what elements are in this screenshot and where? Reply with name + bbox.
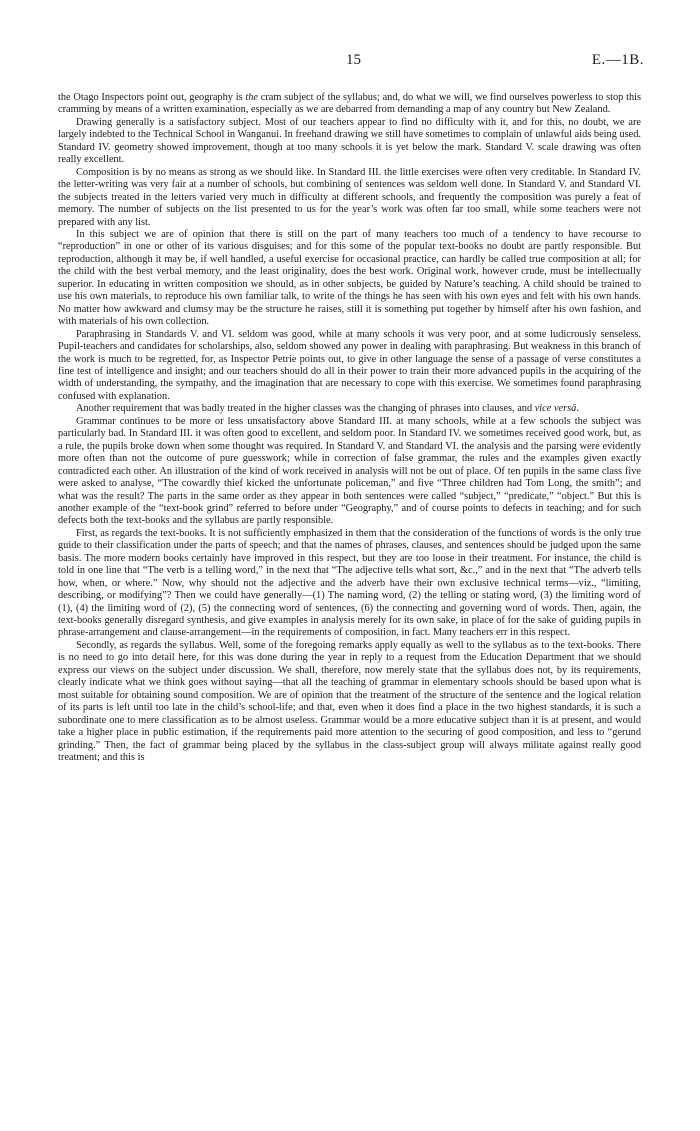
paragraph <box>58 329 641 404</box>
page-number: 15 <box>346 52 361 68</box>
paragraph-text: Another requirement that was badly treated in the higher classes was the changing of phrases into clauses, and <box>76 403 535 415</box>
paragraph-text: . <box>576 403 579 415</box>
paragraph <box>58 167 641 229</box>
paragraph-text: Drawing generally is a satisfactory subject. Most of our teachers appear to find no difficulty with it, and for this, no doubt, we are largely indebted to the Technical School in Wanganui. In freehand drawing we still have sometimes to complain of unlawful aids being used. Standard IV. geometry showed improvement, though at too many schools it is yet below the mark. Standard V. scale drawing was often really excellent. <box>58 116 642 166</box>
paragraph-text: First, as regards the text-books. It is not sufficiently emphasized in them that the consideration of the functions of words is the only true guide to their classification under the parts of speech; and that the names of phrases, clauses, and sentences should be judged upon the same basis. The more modern books certainly have improved in this respect, but they are too loose in their treatment. For instance, the child is told in one line that “The verb is a telling word,” in the next that “The adjective tells what sort, &c.,” and in the next that “The adverb tells how, when, or where.” Now, why should not the adjective and the adverb have their own exclusive technical terms—viz., “limiting, describing, or modifying”? Then we could have generally—(1) The naming word, (2) the telling or stating word, (3) the limiting word of (1), (4) the limiting word of (2), (5) the connecting word of sentences, (6) the connecting and governing word of words. Then, again, the text-books generally disregard synthesis, and give examples in analysis merely for its own sake, in place of for the sake of guiding pupils in phrase-arrangement and clause-arrangement—in the requirements of composition, in fact. Many teachers err in this respect. <box>58 527 641 639</box>
paragraph <box>58 117 641 167</box>
paragraph <box>58 92 641 117</box>
italic-text: the <box>245 92 259 103</box>
paragraph <box>58 229 641 329</box>
paragraph-text: Paraphrasing in Standards V. and VI. seldom was good, while at many schools it was very poor, and at some ludicrously senseless. Pupil-teachers and candidates for scholarships, also, seldom showed any power in dealing with paraphrasing. But weakness in this branch of the work is much to be regretted, for, as Inspector Petrie points out, to give in other language the sense of a passage of verse constitutes a fine test of intelligence and insight; and our teachers should do all in their power to train their more advanced pupils in the acquiring of the width of understanding, the sympathy, and the imagination that are necessary to cope with this exercise. We sometimes found paraphrasing confused with explanation. <box>58 328 641 402</box>
paragraph-text: Composition is by no means as strong as we should like. In Standard III. the little exercises were often very creditable. In Standard IV. the letter-writing was very fair at a number of schools, but combining of sentences was seldom well done. In Standard V. and Standard VI. the subjects treated in the letters varied very much in difficulty at different schools, and frequently the composition was purely a feat of memory. The number of subjects on the list presented to us for the year’s work was often far too small, while some teachers were not prepared with any list. <box>58 166 641 228</box>
paragraph-text: Secondly, as regards the syllabus. Well, some of the foregoing remarks apply equally as well to the syllabus as to the text-books. There is no need to go into detail here, for this was done during the year in reply to a request from the Education Department that we should express our views on the subject under discussion. We shall, therefore, now merely state that the syllabus does not, by its requirements, clearly indicate what we think goes without saying—that all the teaching of grammar in elementary schools should be based upon what is most suitable for obtaining sound composition. We are of opinion that the treatment of the structure of the sentence and the logical relation of its parts is left until too late in the child’s school-life; and that, even when it does find a place in the two highest standards, it is such a subordinate one to mere classification as to be almost useless. Grammar would be a more educative subject than it is at present, and would take a higher place in public estimation, if the requirements paid more attention to the securing of good composition, and less to “gerund grinding.” Then, the fact of grammar being placed by the syllabus in the class-subject group will always militate against really good treatment; and this is <box>58 639 641 764</box>
paragraph-text: cram subject of the syllabus; and, do what we will, we find ourselves powerless to stop this cramming by means of a written examination, especially as we are debarred from demanding a map of any country but New Zealand. <box>58 92 642 116</box>
paragraph <box>58 640 641 765</box>
paragraph <box>58 528 641 640</box>
page-header <box>0 52 700 76</box>
paragraph-text: In this subject we are of opinion that there is still on the part of many teachers too much of a tendency to have recourse to “reproduction” in one or other of its various disguises; and for this some of the popular text-books no doubt are partly responsible. But reproduction, although it may be, if well handled, a useful exercise for occasional practice, can hardly be called true composition at all; for the child with the best verbal memory, and the least originality, does the best work. Original work, however crude, must be intellectually superior. In educating in written composition we should, as in other subjects, be guided by Nature’s teaching. A child should be trained to use his own materials, to reproduce his own familiar talk, to write of the things he has seen with his own eyes and felt with his own hands. No matter how awkward and clumsy may be the structure he raises, still it is something put together by himself after his own fashion, and with materials of his own collection. <box>58 228 641 328</box>
paragraph-text: Grammar continues to be more or less unsatisfactory above Standard III. at many schools, while at a few schools the subject was particularly bad. In Standard III. it was often good to excellent, and seldom poor. In Standard IV. we sometimes received good work, but, as a rule, the pupils broke down when some thought was required. In Standard V. and Standard VI. the analysis and the parsing were evidently more often than not the outcome of pure guesswork; while in correction of false grammar, the rules and the examples given exactly contradicted each other. An illustration of the kind of work received in analysis will not be out of place. Of ten pupils in the same class five were asked to analyse, “The cowardly thief kicked the unfortunate policeman,” and five “Three children had Tom Long, the smith”; and what was the result? The parts in the same order as they appear in both sentences were called “subject,” “predicate,” “object.” But this is another example of the “text-book grind” referred to before under “Geography,” and of course points to defects in teaching; and for such defects both the text-books and the syllabus are partly responsible. <box>58 415 641 527</box>
paragraph <box>58 403 641 415</box>
paragraph-text: the Otago Inspectors point out, geography is <box>58 92 246 103</box>
document-code: E.—1B. <box>591 52 644 68</box>
paragraph <box>58 416 641 528</box>
body-text <box>58 92 641 764</box>
italic-text: vice versâ <box>534 403 577 415</box>
